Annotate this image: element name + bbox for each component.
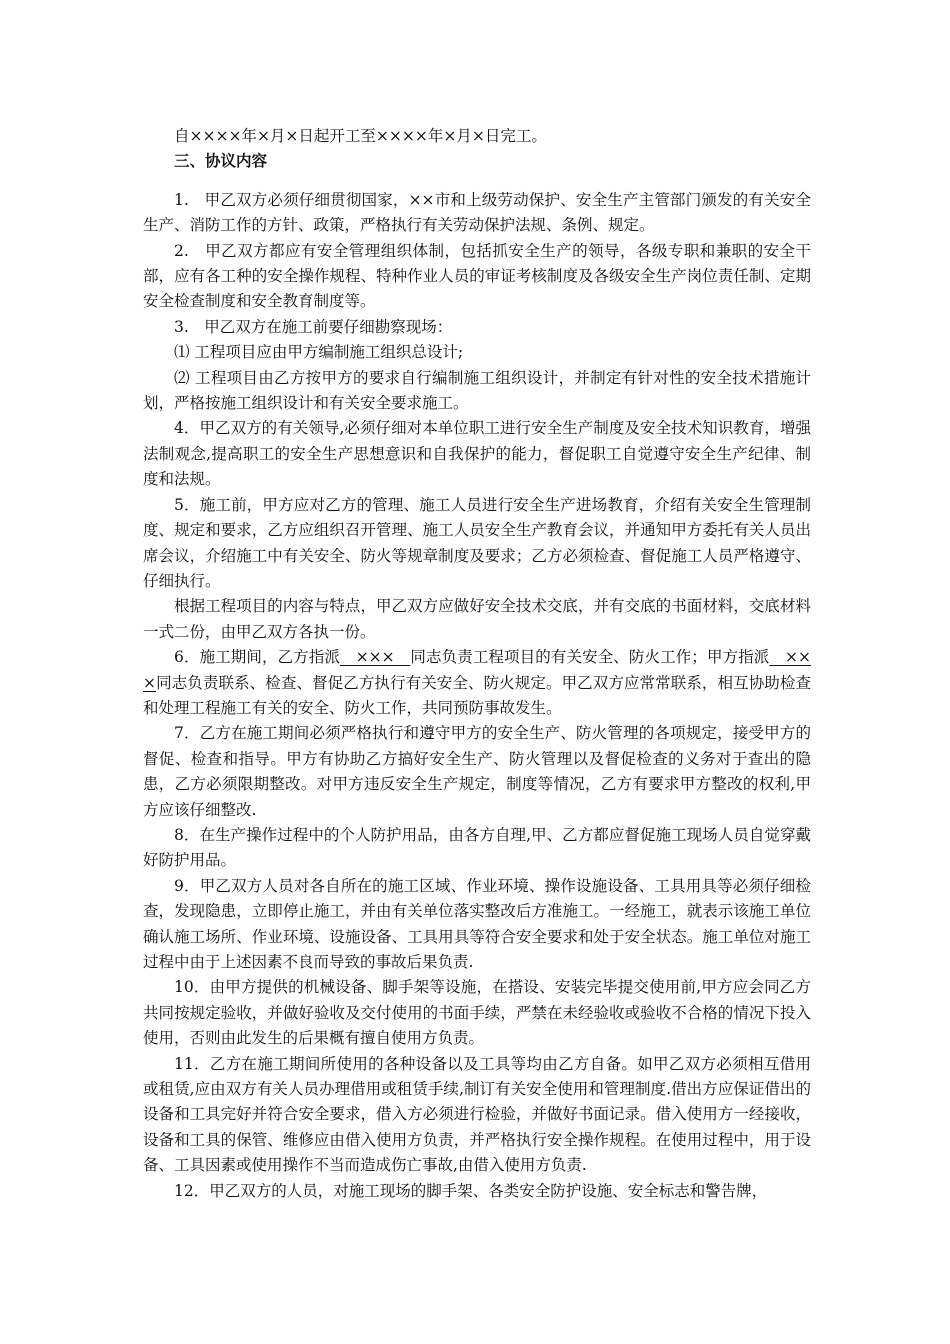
clause-9: 9．甲乙双方人员对各自所在的施工区域、作业环境、操作设施设备、工具用具等必须仔细检查，发现隐患，立即停止施工，并由有关单位落实整改后方准施工。一经施工，就表示该施工单位确认施工场所、作业环境、设施设备、工具用具等符合安全要求和处于安全状态。施工单位对施工过程中由于上述因素不良而导致的事故后果负责.: [143, 876, 811, 971]
clause-8: 8．在生产操作过程中的个人防护用品，由各方自理,甲、乙方都应督促施工现场人员自觉穿戴好防护用品。: [143, 825, 811, 870]
clause-10: 10．由甲方提供的机械设备、脚手架等设施，在搭设、安装完毕提交使用前,甲方应会同乙方共同按规定验收，并做好验收及交付使用的书面手续，严禁在未经验收或验收不合格的情况下投入使用，否则由此发生的后果概有擅自使用方负责。: [143, 978, 811, 1048]
clause-5-note: 根据工程项目的内容与特点，甲乙双方应做好安全技术交底，并有交底的书面材料，交底材料一式二份，由甲乙双方各执一份。: [143, 597, 811, 641]
clause-4: 4．甲乙双方的有关领导,必须仔细对本单位职工进行安全生产制度及安全技术知识教育，增强法制观念,提高职工的安全生产思想意识和自我保护的能力，督促职工自觉遵守安全生产纪律、制度和法规。: [143, 419, 811, 489]
clause-12: 12．甲乙双方的人员，对施工现场的脚手架、各类安全防护设施、安全标志和警告牌，: [174, 1181, 768, 1200]
clause-3-item-2: ⑵ 工程项目由乙方按甲方的要求自行编制施工组织设计，并制定有针对性的安全技术措施计划，严格按施工组织设计和有关安全要求施工。: [143, 368, 811, 413]
clause-3-item-1: ⑴ 工程项目应由甲方编制施工组织总设计;: [174, 343, 464, 362]
clause-2: 2. 甲乙双方都应有安全管理组织体制，包括抓安全生产的领导，各级专职和兼职的安全干部，应有各工种的安全操作规程、特种作业人员的审证考核制度及各级安全生产岗位责任制、定期安全检查制度和安全教育制度等。: [143, 241, 811, 311]
assignee-blank-2: ×××: [143, 648, 811, 692]
clause-5: 5．施工前，甲方应对乙方的管理、施工人员进行安全生产进场教育，介绍有关安全生管理制度、规定和要求，乙方应组织召开管理、施工人员安全生产教育会议，并通知甲方委托有关人员出席会议，介绍施工中有关安全、防火等规章制度及要求；乙方必须检查、督促施工人员严格遵守、仔细执行。: [143, 495, 811, 590]
clause-6-part-3: 同志负责联系、检查、督促乙方执行有关安全、防火规定。甲乙双方应常常联系，相互协助检查和处理工程施工有关的安全、防火工作，共同预防事故发生。: [143, 673, 811, 717]
section-heading: 三、协议内容: [174, 152, 268, 171]
assignee-blank-1: ×××: [340, 648, 411, 667]
clause-11: 11．乙方在施工期间所使用的各种设备以及工具等均由乙方自备。如甲乙双方必须相互借用或租赁,应由双方有关人员办理借用或租赁手续,制订有关安全使用和管理制度.借出方应保证借出的设备和工具完好并符合安全要求，借入方必须进行检验，并做好书面记录。借入使用方一经接收，设备和工具的保管、维修应由借入使用方负责，并严格执行安全操作规程。在使用过程中，用于设备、工具因素或使用操作不当而造成伤亡事故,由借入使用方负责.: [143, 1054, 811, 1175]
document-body: [143, 124, 811, 1204]
intro-line: 自××××年×月×日起开工至××××年×月×日完工。: [174, 127, 547, 145]
clause-6-part-2: 同志负责工程项目的有关安全、防火工作；甲方指派: [410, 648, 770, 667]
clause-3: 3. 甲乙双方在施工前要仔细勘察现场：: [174, 317, 453, 336]
clause-7: 7．乙方在施工期间必须严格执行和遵守甲方的安全生产、防火管理的各项规定，接受甲方的督促、检查和指导。甲方有协助乙方搞好安全生产、防火管理以及督促检查的义务对于查出的隐患，乙方必须限期整改。对甲方违反安全生产规定，制度等情况，乙方有要求甲方整改的权利,甲方应该仔细整改.: [143, 724, 811, 819]
spacer: [143, 175, 811, 188]
clause-6-part-1: 6．施工期间，乙方指派: [174, 648, 341, 667]
clause-1: 1. 甲乙双方必须仔细贯彻国家，××市和上级劳动保护、安全生产主管部门颁发的有关安全生产、消防工作的方针、政策，严格执行有关劳动保护法规、条例、规定。: [143, 190, 811, 235]
clause-6: [143, 645, 811, 721]
